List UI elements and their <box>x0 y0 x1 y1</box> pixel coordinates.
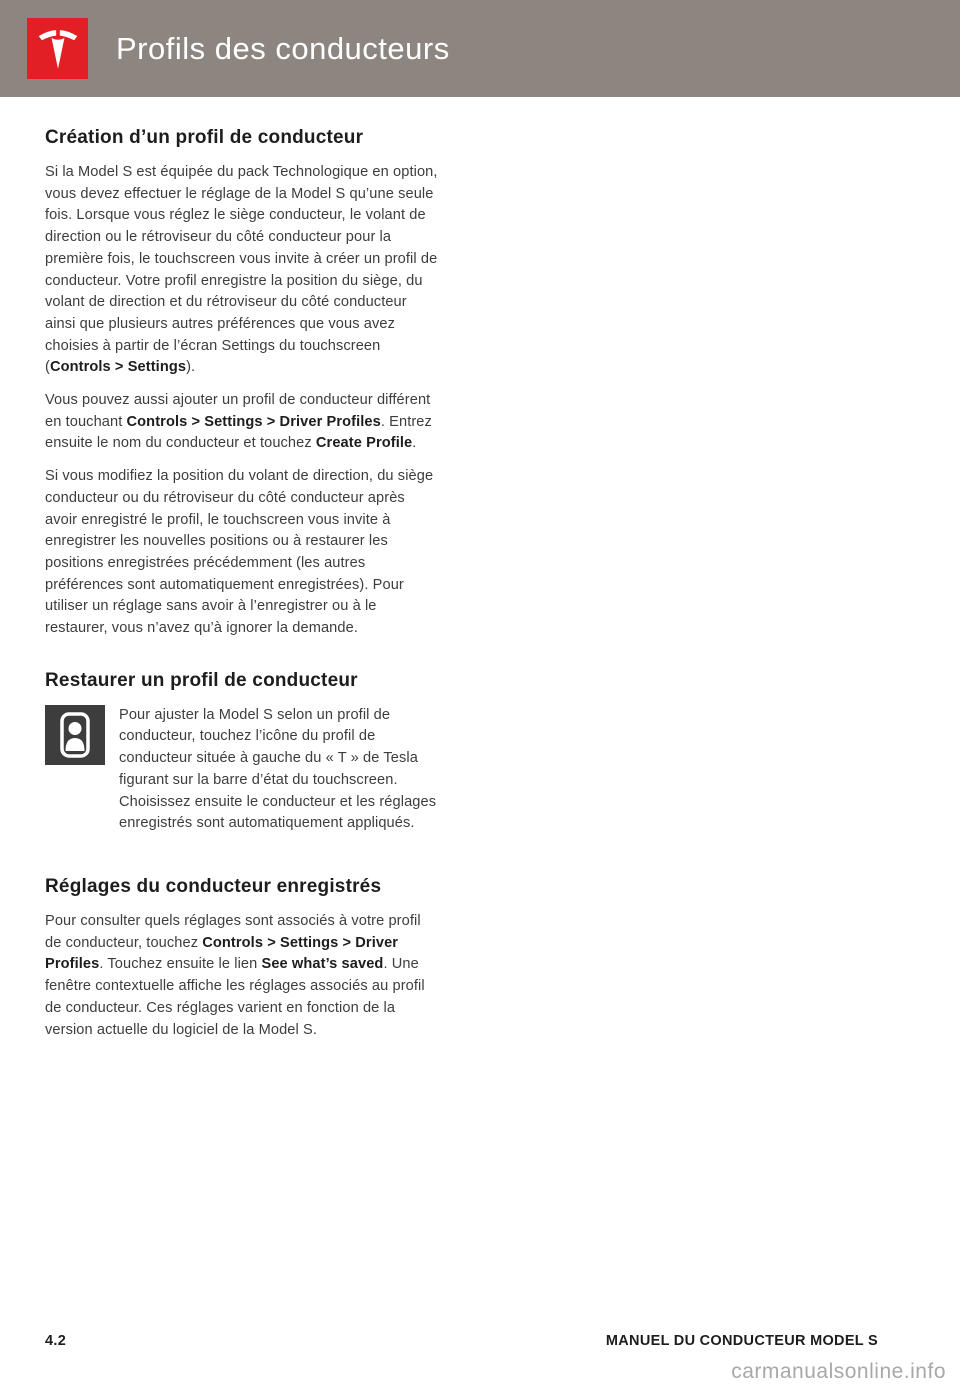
paragraph: Pour ajuster la Model S selon un profil de conducteur, touchez l’icône du profil de conducteur située à gauche du « T » de Tesla figurant sur la barre d’état du touchscreen. Choisissez ensuite le conducteur et les réglages enregistrés sont automatiquement appliqués. <box>119 706 437 832</box>
section-creation-profil <box>45 127 960 640</box>
section-heading: Création d’un profil de conducteur <box>45 127 364 148</box>
paragraph: Si la Model S est équipée du pack Technologique en option, vous devez effectuer le réglage de la Model S qu’une seule fois. Lorsque vous réglez le siège conducteur, le volant de direction ou le rétroviseur du côté conducteur pour la première fois, le touchscreen vous invite à créer un profil de conducteur. Votre profil enregistre la position du siège, du volant de direction et du rétroviseur du côté conducteur ainsi que plusieurs autres préférences que vous avez choisies à partir de l’écran Settings du touchscreen (Controls > Settings). <box>45 164 438 376</box>
paragraph: Si vous modifiez la position du volant de direction, du siège conducteur ou du rétroviseur du côté conducteur après avoir enregistré le profil, le touchscreen vous invite à enregistrer les nouvelles positions ou à restaurer les positions enregistrées précédemment (les autres préférences sont automatiquement enregistrées). Pour utiliser un réglage sans avoir à l’enregistrer ou à le restaurer, vous n’avez qu’à ignorer la demande. <box>45 468 434 637</box>
manual-title: MANUEL DU CONDUCTEUR MODEL S <box>605 1333 878 1349</box>
icon-paragraph-row <box>45 705 960 846</box>
watermark: carmanualsonline.info <box>731 1360 946 1383</box>
page-body <box>0 97 960 1041</box>
section-restaurer-profil <box>45 670 960 846</box>
section-heading: Réglages du conducteur enregistrés <box>45 875 382 897</box>
section-reglages-enregistres <box>45 876 960 1041</box>
driver-profile-icon <box>45 705 105 765</box>
section-heading: Restaurer un profil de conducteur <box>45 669 358 691</box>
page-number: 4.2 <box>45 1333 67 1349</box>
paragraph: Vous pouvez aussi ajouter un profil de conducteur différent en touchant Controls > Settings > Driver Profiles. Entrez ensuite le nom du conducteur et touchez Create Profile. <box>45 392 432 452</box>
page-footer <box>45 1333 878 1349</box>
page-header <box>0 0 960 97</box>
paragraph: Pour consulter quels réglages sont associés à votre profil de conducteur, touchez Controls > Settings > Driver Profiles. Touchez ensuite le lien See what’s saved. Une fenêtre contextuelle affiche les réglages associés au profil de conducteur. Ces réglages varient en fonction de la version actuelle du logiciel de la Model S. <box>45 912 425 1038</box>
page-title: Profils des conducteurs <box>116 30 450 66</box>
tesla-logo-icon <box>27 18 88 79</box>
